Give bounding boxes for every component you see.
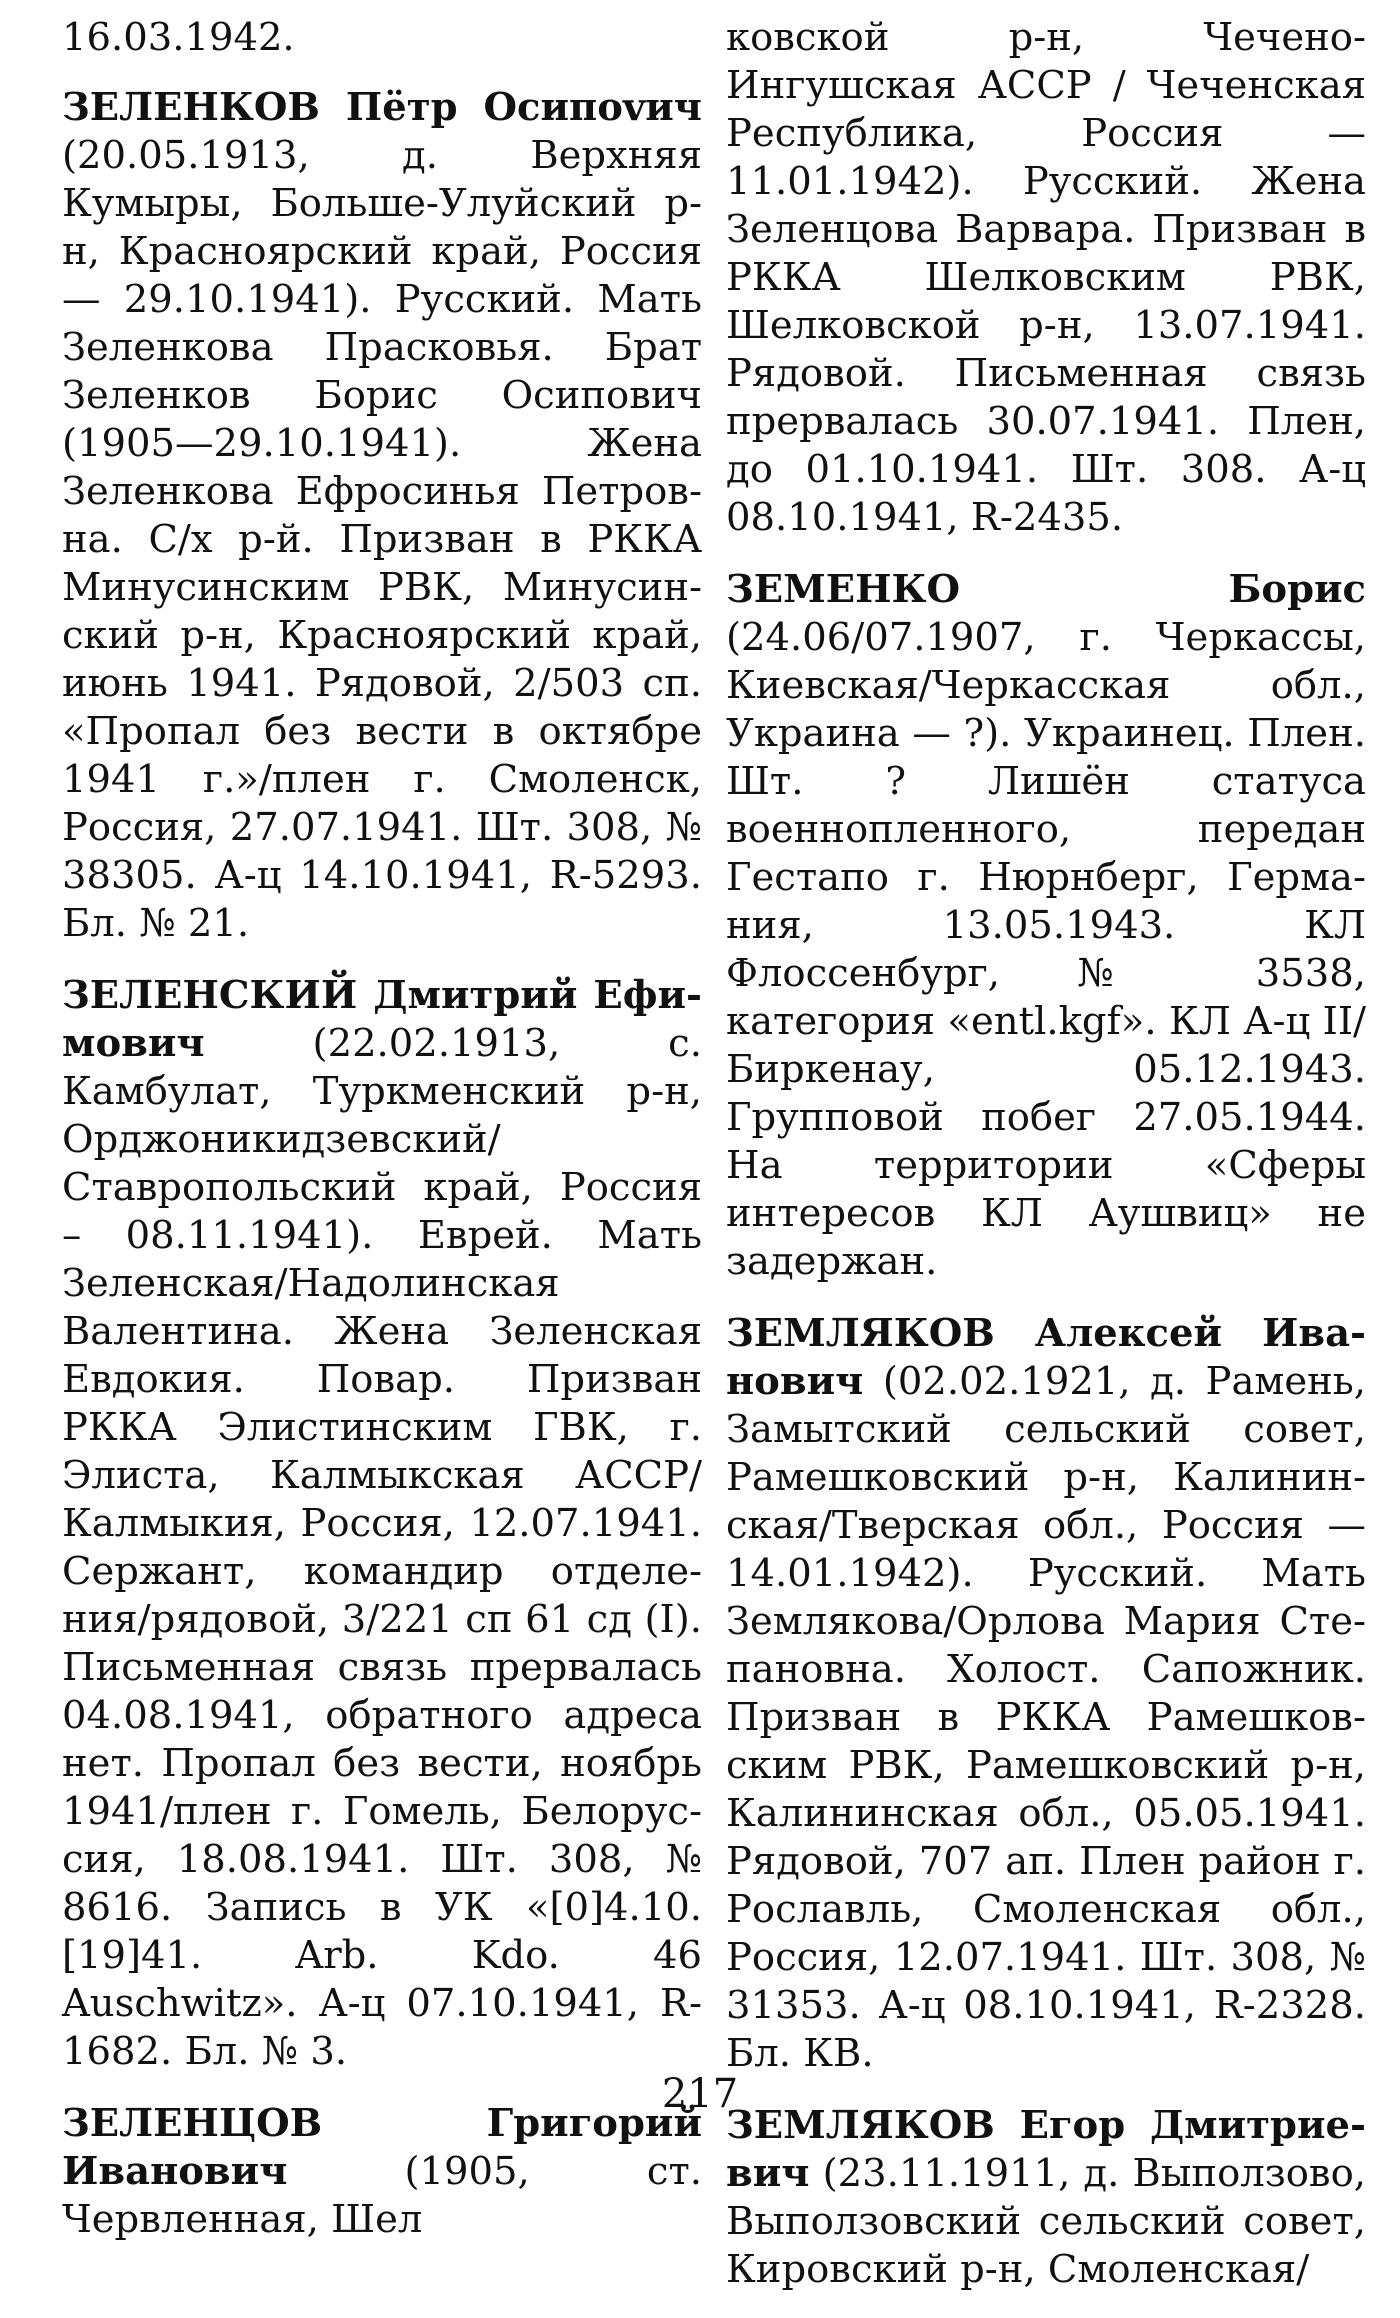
entry-continuation (62, 14, 702, 62)
entry-text: 16.03.1942. (62, 15, 295, 60)
entry-text: (24.06/07.1907, г. Черкассы, Киевская/Черкасская обл., Украина — ?). Украинец. Плен. Шт. ? Лишён статуса военнопленного, передан Гестапо г. Нюрнберг, Германия, 13.05.1943. КЛ Флоссенбург, № 3538, категория «entl.kgf». КЛ А-ц II/Биркенау, 05.12.1943. Групповой побег 27.05.1944. На территории «Сферы интересов КЛ Аушвиц» не задержан. (726, 615, 1366, 1284)
entry-text: (1905, ст. Червленная, Шел (62, 2149, 702, 2242)
entry-name: ЗЕЛЕНСКИЙ Дмитрий Ефимович (62, 973, 702, 1066)
entry-name: ЗЕМЛЯКОВ Егор Дмитриевич (726, 2103, 1366, 2196)
entry-continuation (726, 14, 1366, 542)
entry-text: ковской р-н, Чечено-Ингушская АССР / Чеченская Республика, Россия — 11.01.1942). Русский. Жена Зеленцова Варвара. Призван в РККА Шелковским РВК, Шелковской р-н, 13.07.1941. Рядовой. Письменная связь прервалась 30.07.1941. Плен, до 01.10.1941. Шт. 308. А-ц 08.10.1941, R-2435. (726, 15, 1366, 540)
entry-zemlyakov-aleksey (726, 1310, 1366, 2078)
entry-zemenko-boris (726, 566, 1366, 1286)
entry-text: (22.02.1913, с. Камбулат, Туркменский р-н, Орджоникидзевский/Ставропольский край, Россия – 08.11.1941). Еврей. Мать Зеленская/Надолинская Валентина. Жена Зеленская Евдокия. Повар. Призван РККА Элистинским ГВК, г. Элиста, Калмыкская АССР/ Калмыкия, Россия, 12.07.1941. Сержант, командир отделения/рядовой, 3/221 сп 61 сд (I). Письменная связь прервалась 04.08.1941, обратного адреса нет. Пропал без вести, ноябрь 1941/плен г. Гомель, Белоруссия, 18.08.1941. Шт. 308, № 8616. Запись в УК «[0]4.10.[19]41. Arb. Kdo. 46 Auschwitz». А-ц 07.10.1941, R-1682. Бл. № 3. (62, 1021, 702, 2074)
right-column (726, 14, 1366, 2318)
entry-name: ЗЕЛЕНЦОВ Григорий Иванович (62, 2101, 702, 2194)
left-column (62, 14, 702, 2268)
entry-zelenkov-petr (62, 84, 702, 948)
entry-name: ЗЕЛЕНКОВ Пётр Осипоvич (62, 85, 702, 130)
entry-text: (20.05.1913, д. Верхняя Кумыры, Больше-Улуйский р-н, Красноярский край, Россия — 29.10.1941). Русский. Мать Зеленкова Прасковья. Брат Зеленков Борис Осипович (1905—29.10.1941). Жена Зеленкова Ефросинья Петровна. С/х р-й. Призван в РККА Минусинским РВК, Минусинский р-н, Красноярский край, июнь 1941. Рядовой, 2/503 сп. «Пропал без вести в октябре 1941 г.»/плен г. Смоленск, Россия, 27.07.1941. Шт. 308, № 38305. А-ц 14.10.1941, R-5293. Бл. № 21. (62, 133, 702, 946)
entry-text: (23.11.1911, д. Выползово, Выползовский сельский совет, Кировский р-н, Смоленская/ (726, 2151, 1366, 2292)
entry-zelenskiy-dmitriy (62, 972, 702, 2076)
entry-zelentsov-grigoriy (62, 2100, 702, 2244)
entry-zemlyakov-egor (726, 2102, 1366, 2294)
page-number: 217 (661, 2071, 739, 2117)
entry-text: (02.02.1921, д. Рамень, Замытский сельский совет, Рамешковский р-н, Калининская/Тверская обл., Россия — 14.01.1942). Русский. Мать Землякова/Орлова Мария Степановна. Холост. Сапожник. Призван в РККА Рамешковским РВК, Рамешковский р-н, Калининская обл., 05.05.1941. Рядовой, 707 ап. Плен район г. Рославль, Смоленская обл., Россия, 12.07.1941. Шт. 308, № 31353. А-ц 08.10.1941, R-2328. Бл. КВ. (726, 1359, 1366, 2076)
entry-name: ЗЕМЛЯКОВ Алексей Иванович (726, 1311, 1366, 1404)
entry-name: ЗЕМЕНКО Борис (726, 567, 1366, 612)
